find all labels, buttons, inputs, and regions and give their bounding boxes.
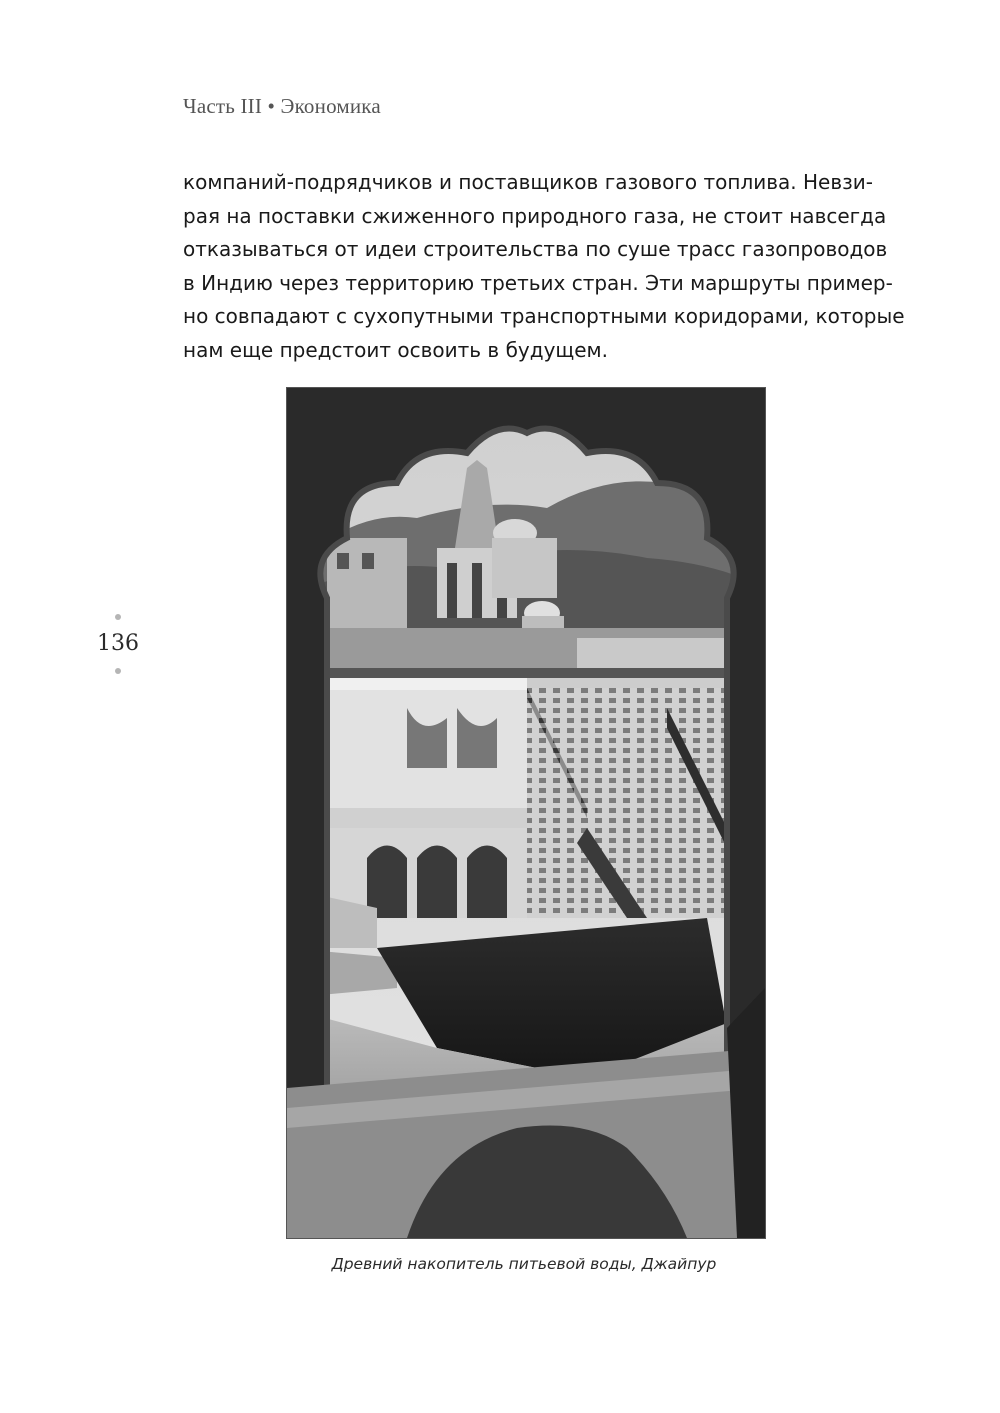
page-number-block [80,614,156,674]
page-number: 136 [97,631,139,656]
folio-dot-bottom [115,668,121,674]
body-line: отказываться от идеи строительства по суше трасс газопроводов [183,237,888,261]
stepwell-photo [286,387,766,1239]
body-line: в Индию через территорию третьих стран. Эти маршруты пример- [183,270,893,295]
running-head: Часть III • Экономика [183,94,381,118]
figure-caption: Древний накопитель питьевой воды, Джайпур [331,1255,717,1273]
body-line: нам еще предстоит освоить в будущем. [183,337,608,362]
folio-dot-top [115,614,121,620]
body-line: компаний-подрядчиков и поставщиков газового топлива. Невзи- [183,170,873,194]
body-line: но совпадают с сухопутными транспортными коридорами, которые [183,304,905,328]
stepwell-photo-illustration [287,388,765,1238]
body-line: рая на поставки сжиженного природного газа, не стоит навсегда [183,203,887,228]
body-paragraph [183,166,905,367]
